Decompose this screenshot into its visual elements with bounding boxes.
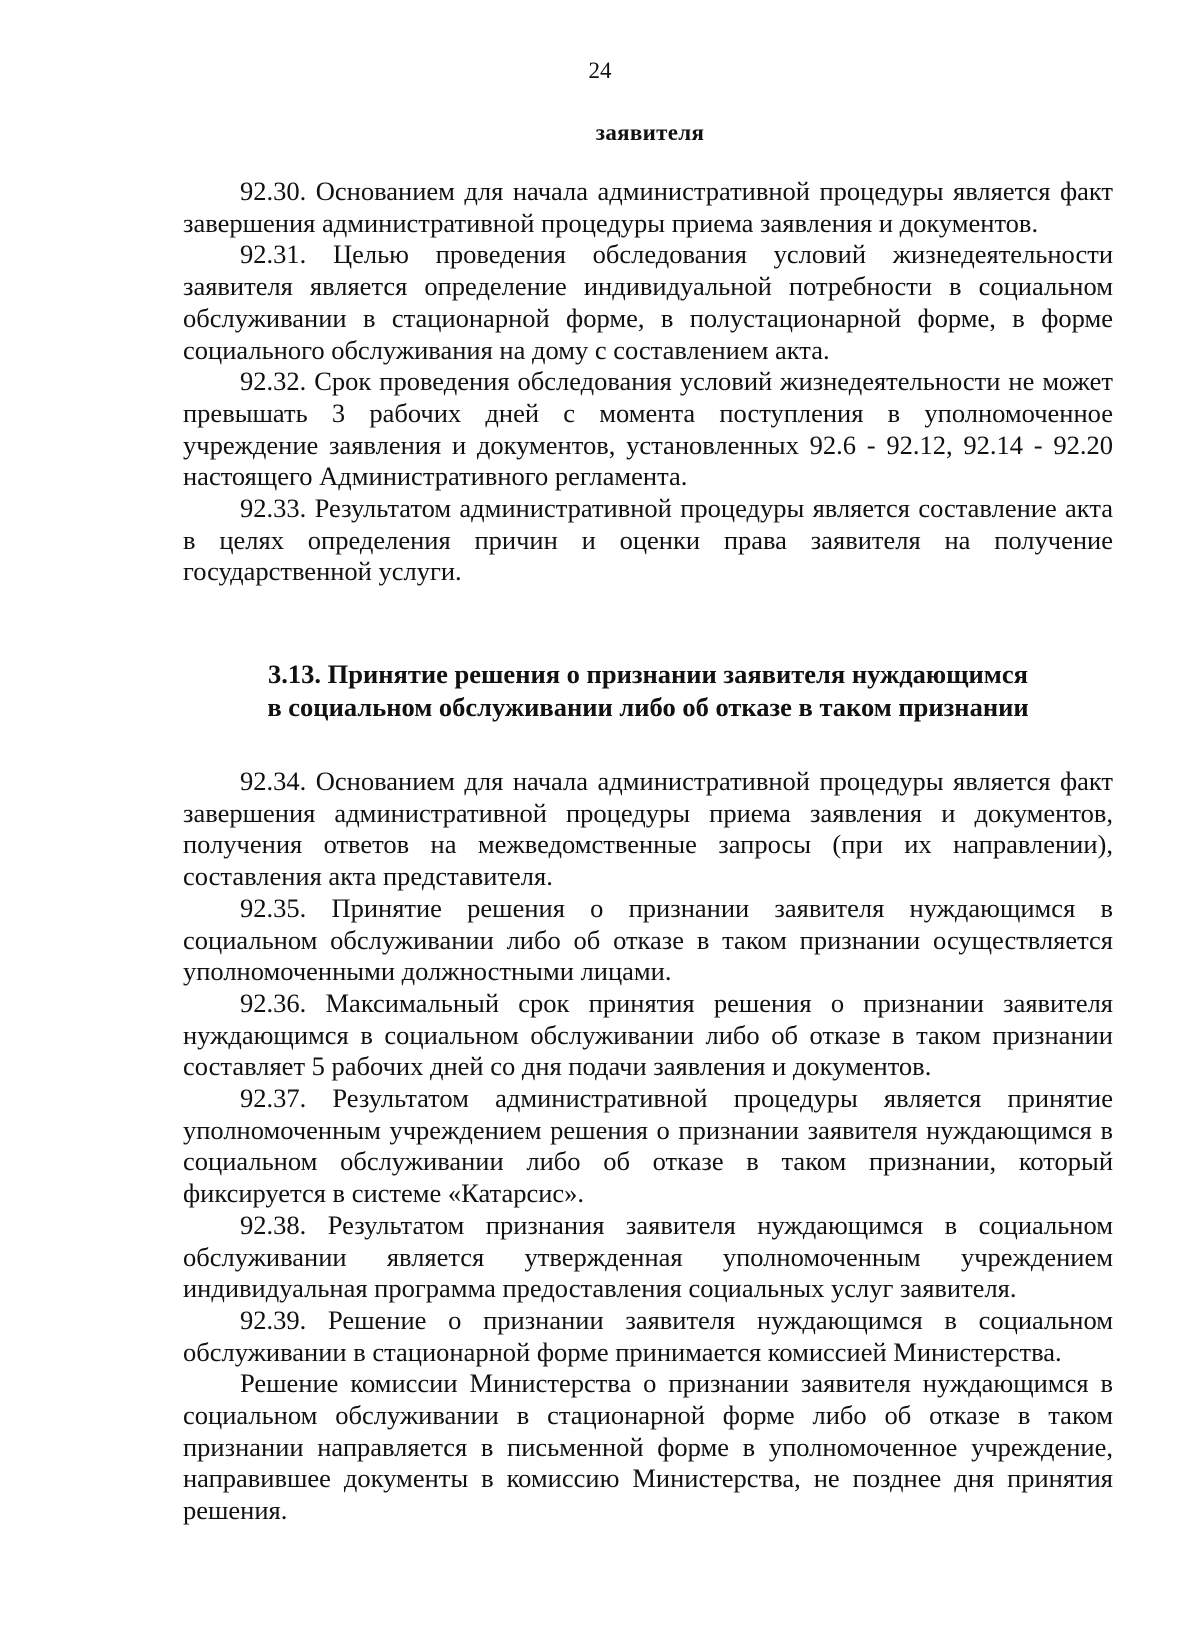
paragraph-92-34: 92.34. Основанием для начала административной процедуры является факт завершения административной процедуры приема заявления и документов, получения ответов на межведомственные запросы (при их направлении), составления акта представителя. <box>183 766 1113 892</box>
section-heading-3-13 <box>183 658 1113 724</box>
paragraph-92-32: 92.32. Срок проведения обследования условий жизнедеятельности не может превышать 3 рабочих дней с момента поступления в уполномоченное учреждение заявления и документов, установленных 92.6 - 92.12, 92.14 - 92.20 настоящего Административного регламента. <box>183 366 1113 492</box>
paragraph-92-35: 92.35. Принятие решения о признании заявителя нуждающимся в социальном обслуживании либо об отказе в таком признании осуществляется уполномоченными должностными лицами. <box>183 892 1113 987</box>
paragraph-92-36: 92.36. Максимальный срок принятия решения о признании заявителя нуждающимся в социальном обслуживании либо об отказе в таком признании составляет 5 рабочих дней со дня подачи заявления и документов. <box>183 987 1113 1082</box>
continued-heading: заявителя <box>595 120 705 145</box>
paragraph-92-38: 92.38. Результатом признания заявителя нуждающимся в социальном обслуживании является утвержденная уполномоченным учреждением индивидуальная программа предоставления социальных услуг заявителя. <box>183 1209 1113 1304</box>
section-heading-line-2: в социальном обслуживании либо об отказе в таком признании <box>267 692 1029 722</box>
paragraph-92-33: 92.33. Результатом административной процедуры является составление акта в целях определения причин и оценки права заявителя на получение государственной услуги. <box>183 493 1113 587</box>
paragraph-92-39: 92.39. Решение о признании заявителя нуждающимся в социальном обслуживании в стационарной форме принимается комиссией Министерства. <box>183 1304 1113 1367</box>
paragraph-block-after-section <box>183 766 1113 1527</box>
paragraph-block-before-section <box>183 176 1113 588</box>
paragraph-92-30: 92.30. Основанием для начала административной процедуры является факт завершения административной процедуры приема заявления и документов. <box>183 176 1113 238</box>
paragraph-92-37: 92.37. Результатом административной процедуры является принятие уполномоченным учреждением решения о признании заявителя нуждающимся в социальном обслуживании либо об отказе в таком признании, который фиксируется в системе «Катарсис». <box>183 1083 1113 1209</box>
paragraph-92-31: 92.31. Целью проведения обследования условий жизнедеятельности заявителя является определение индивидуальной потребности в социальном обслуживании в стационарной форме, в полустационарной форме, в форме социального обслуживания на дому с составлением акта. <box>183 239 1113 365</box>
page-number: 24 <box>588 58 612 83</box>
paragraph-commission-decision: Решение комиссии Министерства о признании заявителя нуждающимся в социальном обслуживании в стационарной форме либо об отказе в таком признании направляется в письменной форме в уполномоченное учреждение, направившее документы в комиссию Министерства, не позднее дня принятия решения. <box>183 1368 1113 1526</box>
section-heading-line-1: 3.13. Принятие решения о признании заявителя нуждающимся <box>268 659 1028 689</box>
